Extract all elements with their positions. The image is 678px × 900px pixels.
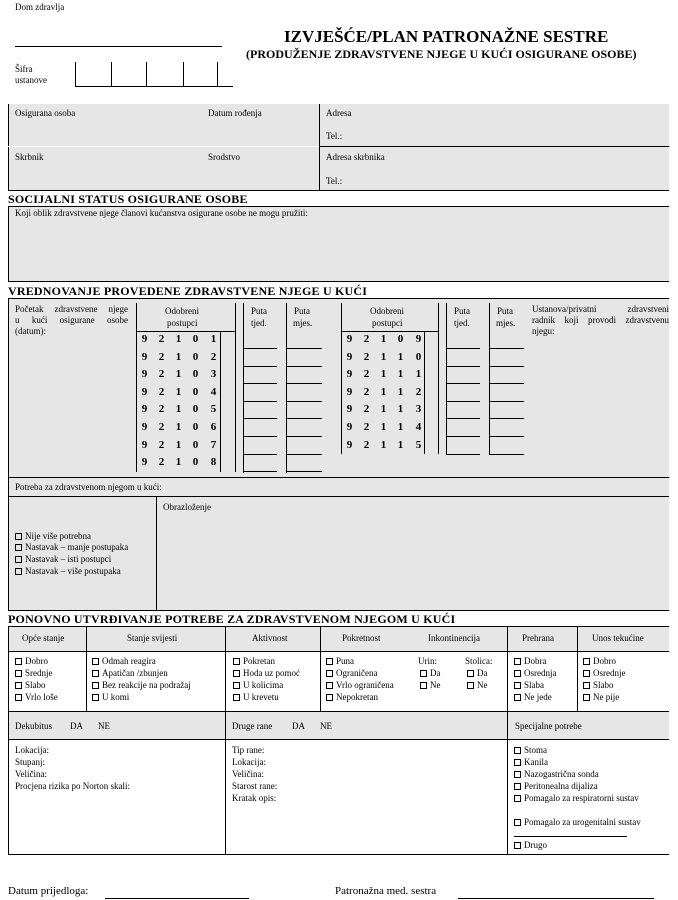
code-digit: 9 [141,368,148,381]
checkbox-icon [514,694,521,701]
code-digit: 9 [346,350,353,363]
code-digit: 0 [397,333,404,345]
opce-option[interactable] [15,680,46,691]
frequency-entry-line[interactable] [287,401,322,402]
checkbox-icon [15,682,22,689]
pocetak-label-3: (datum): [15,326,46,336]
code-digit: 2 [158,421,165,433]
code-digit: 0 [192,421,199,433]
rane-starost: Starost rane: [232,781,278,791]
obrazlozenje-label: Obrazloženje [163,502,211,512]
checkbox-icon [514,670,521,677]
frequency-entry-line[interactable] [243,436,277,437]
code-digit: 2 [363,333,370,345]
social-status-heading: SOCIJALNI STATUS OSIGURANE OSOBE [8,192,248,206]
code-digit: 2 [363,438,370,451]
rane-opis: Kratak opis: [232,793,277,803]
pokretnost-option-label: Ograničena [336,668,378,678]
stolica-label: Stolica: [465,656,493,666]
checkbox-icon [326,694,333,701]
code-digit: 2 [158,385,165,398]
header-opce-stanje: Opće stanje [22,633,65,643]
code-digit: 9 [346,403,353,416]
code-digit: 2 [415,385,422,398]
code-digit: 1 [380,385,387,398]
opce-option-label: Srednje [25,668,53,678]
unos-option[interactable] [583,680,614,691]
code-digit: 9 [141,350,148,363]
dekubitus-da[interactable]: DA [70,721,83,731]
srodstvo-label: Srodstvo [208,152,241,162]
code-digit: 1 [397,403,404,416]
code-digit: 2 [363,421,370,433]
mjes-label-1: mjes. [293,318,313,328]
pokretnost-option-label: Vrlo ograničena [336,680,394,690]
code-digit: 9 [415,333,422,345]
frequency-entry-line[interactable] [287,366,322,367]
code-digit: 0 [192,333,199,345]
opce-option-label: Dobro [25,656,48,666]
code-digit: 2 [158,368,165,381]
form-title: IZVJEŠĆE/PLAN PATRONAŽNE SESTRE [284,27,609,46]
frequency-entry-line[interactable] [446,348,480,349]
code-digit: 5 [210,403,217,416]
checkbox-icon [420,670,427,677]
code-digit: 9 [346,438,353,451]
checkbox-icon [514,759,521,766]
opce-option[interactable] [15,656,48,667]
code-digit: 9 [346,333,353,345]
urin-ne[interactable]: Ne [420,680,441,691]
aktivnost-option[interactable] [233,656,275,667]
code-digit: 6 [210,421,217,433]
sifra-boxes[interactable] [75,62,218,87]
druge-rane-da[interactable]: DA [292,721,305,731]
social-question: Koji oblik zdravstvene njege članovi kućanstva osigurane osobe ne mogu pružiti: [15,208,308,218]
adresa-skrbnika-label: Adresa skrbnika [326,152,385,162]
pokretnost-option[interactable] [326,668,377,679]
frequency-entry-line[interactable] [489,418,524,419]
frequency-entry-line[interactable] [287,454,322,455]
svijest-option-label: Apatičan /zbunjen [102,668,168,678]
dekubitus-ne[interactable]: NE [98,721,110,731]
pocetak-label-1: Početak zdravstvene njege [15,304,128,314]
code-row [136,331,236,348]
frequency-entry-line[interactable] [489,436,524,437]
checkbox-icon [233,658,240,665]
code-digit: 9 [141,421,148,433]
spec-dijaliza[interactable]: Peritonealna dijaliza [514,781,598,792]
frequency-entry-line[interactable] [446,383,480,384]
ustanova-label-3: njegu: [532,326,555,336]
checkbox-icon [420,682,427,689]
code-digit: 5 [415,438,422,451]
skrbnik-label: Skrbnik [15,152,44,162]
potreba-label: Potreba za zdravstvenom njegom u kući: [15,482,162,492]
druge-rane-label: Druge rane [232,721,273,731]
odobreni-label-right: Odobreni [370,306,404,316]
svijest-option[interactable] [92,680,191,691]
spec-drugo[interactable]: Drugo [514,840,547,851]
header-unos-tekucine: Unos tekućine [592,633,644,643]
codes-right-table [341,303,439,455]
checkbox-icon [583,682,590,689]
postupci-label-right: postupci [372,318,403,328]
frequency-entry-line[interactable] [287,418,322,419]
code-digit: 0 [415,350,422,363]
pokretnost-option-label: Puna [336,656,354,666]
option-vise[interactable]: Nastavak – više postupaka [15,566,121,577]
code-digit: 0 [192,438,199,451]
code-digit: 2 [158,333,165,345]
frequency-entry-line[interactable] [287,348,322,349]
prehrana-option[interactable] [514,680,544,691]
datum-rodenja-label: Datum rođenja [208,108,262,118]
aktivnost-option[interactable] [233,668,300,679]
prehrana-option[interactable] [514,656,547,667]
ustanove-label: ustanove [15,75,47,85]
code-digit: 0 [192,350,199,363]
code-digit: 3 [210,368,217,381]
code-digit: 0 [192,385,199,398]
code-digit: 1 [175,350,182,363]
aktivnost-option-label: Hoda uz pomoć [243,668,300,678]
odobreni-label-left: Odobreni [165,306,199,316]
svijest-option-label: U komi [102,692,130,702]
code-digit: 1 [380,438,387,451]
frequency-entry-line[interactable] [446,454,480,455]
mjes-label-2: mjes. [496,318,516,328]
code-digit: 1 [175,438,182,451]
pokretnost-option[interactable] [326,680,394,691]
form-subtitle: (PRODUŽENJE ZDRAVSTVENE NJEGE U KUĆI OSIGURANE OSOBE) [246,47,637,61]
stolica-da[interactable]: Da [467,668,488,679]
option-manje[interactable]: Nastavak – manje postupaka [15,542,128,553]
rane-lokacija: Lokacija: [232,757,266,767]
druge-rane-ne[interactable]: NE [320,721,332,731]
svijest-option[interactable] [92,656,156,667]
option-nije-potrebna[interactable]: Nije više potrebna [15,531,91,542]
frequency-entry-line[interactable] [446,401,480,402]
frequency-entry-line[interactable] [489,366,524,367]
unos-option-label: Ne pije [593,692,620,702]
code-digit: 1 [380,333,387,345]
checkbox-icon [233,682,240,689]
prehrana-option-label: Ne jede [524,692,552,702]
code-digit: 2 [363,403,370,416]
checkbox-icon [233,694,240,701]
obrazlozenje-box[interactable] [157,497,669,610]
aktivnost-option-label: U krevetu [243,692,279,702]
frequency-entry-line[interactable] [243,383,277,384]
svijest-option-label: Odmah reagira [102,656,156,666]
header-aktivnost: Aktivnost [252,633,288,643]
frequency-entry-line[interactable] [489,401,524,402]
checkbox-icon [15,568,22,575]
frequency-entry-line[interactable] [446,418,480,419]
dom-zdravlja-line[interactable] [15,46,222,47]
code-row [136,366,236,383]
code-digit: 9 [346,368,353,381]
code-digit: 2 [363,385,370,398]
frequency-entry-line[interactable] [287,436,322,437]
spec-kanila[interactable]: Kanila [514,757,548,768]
dek-velicina: Veličina: [15,769,47,779]
unos-option[interactable] [583,656,616,667]
checkbox-icon [514,658,521,665]
frequency-entry-line[interactable] [489,348,524,349]
unos-option-label: Slabo [593,680,614,690]
frequency-entry-line[interactable] [489,454,524,455]
frequency-entry-line[interactable] [243,418,277,419]
checkbox-icon [326,658,333,665]
code-digit: 2 [158,438,165,451]
tjed-label-2: tjed. [454,318,470,328]
frequency-entry-line[interactable] [287,383,322,384]
spec-blank-line[interactable] [514,836,627,837]
code-digit: 2 [158,350,165,363]
datum-prijedloga-label: Datum prijedloga: [8,885,89,897]
evaluation-heading: VREDNOVANJE PROVEDENE ZDRAVSTVENE NJEGE U KUĆI [8,284,368,298]
tel-label: Tel.: [326,131,343,141]
opce-option[interactable] [15,668,53,679]
dek-lokacija: Lokacija: [15,745,49,755]
prehrana-option-label: Dobra [524,656,547,666]
checkbox-icon [514,771,521,778]
frequency-entry-line[interactable] [243,454,277,455]
code-row [136,419,236,436]
code-digit: 4 [415,421,422,433]
puta-label-1: Puta [251,306,268,316]
postupci-label-left: postupci [167,318,198,328]
header-inkontinencija: Inkontinencija [428,633,480,643]
spec-respiratorni[interactable]: Pomagalo za respiratorni sustav [514,793,639,804]
code-digit: 9 [346,421,353,433]
checkbox-icon [514,795,521,802]
checkbox-icon [514,747,521,754]
frequency-entry-line[interactable] [489,383,524,384]
code-digit: 1 [175,368,182,381]
checkbox-icon [583,670,590,677]
patronazna-sestra-line[interactable] [458,898,654,899]
opce-option-label: Vrlo loše [25,692,58,702]
code-row [136,437,236,454]
frequency-entry-line[interactable] [243,348,277,349]
unos-option[interactable] [583,692,619,703]
checkbox-icon [467,682,474,689]
checkbox-icon [15,556,22,563]
dek-stupanj: Stupanj: [15,757,46,767]
spec-stoma[interactable]: Stoma [514,745,547,756]
header-stanje-svijesti: Stanje svijesti [127,633,178,643]
ustanova-label-1: Ustanova/privatni zdravstveni [532,304,669,314]
code-digit: 1 [210,333,217,345]
frequency-entry-line[interactable] [446,436,480,437]
checkbox-icon [583,694,590,701]
code-digit: 1 [415,368,422,381]
aktivnost-option[interactable] [233,692,279,703]
dekubitus-label: Dekubitus [15,721,52,731]
osigurana-osoba-label: Osigurana osoba [15,108,76,118]
code-digit: 1 [175,333,182,345]
pokretnost-option-label: Nepokretan [336,692,378,702]
checkbox-icon [92,682,99,689]
urin-label: Urin: [418,656,437,666]
checkbox-icon [92,658,99,665]
tjed-label-1: tjed. [251,318,267,328]
code-digit: 1 [380,368,387,381]
code-digit: 1 [397,350,404,363]
code-digit: 9 [141,438,148,451]
sifra-label: Šifra [15,64,33,74]
reassess-heading: PONOVNO UTVRĐIVANJE POTREBE ZA ZDRAVSTVENOM NJEGOM U KUĆI [8,612,456,626]
pokretnost-option[interactable] [326,656,354,667]
header-pokretnost: Pokretnost [342,633,381,643]
adresa-label: Adresa [326,108,352,118]
code-digit: 7 [210,438,217,451]
prehrana-option-label: Slaba [524,680,544,690]
prehrana-option[interactable] [514,692,552,703]
unos-option-label: Dobro [593,656,616,666]
code-digit: 9 [141,333,148,345]
header-prehrana: Prehrana [522,633,554,643]
ustanova-label-2: radnik koji provodi zdravstvenu [532,315,669,325]
code-digit: 9 [346,385,353,398]
code-digit: 9 [141,456,148,469]
code-digit: 1 [175,456,182,469]
code-row [136,349,236,366]
spec-urogenitalni[interactable]: Pomagalo za urogenitalni sustav [514,817,641,828]
code-digit: 9 [141,385,148,398]
pokretnost-option[interactable] [326,692,378,703]
specijalne-label: Specijalne potrebe [515,721,582,731]
code-row [136,401,236,418]
frequency-entry-line[interactable] [446,366,480,367]
puta-label-4: Puta [497,306,514,316]
dom-zdravlja-label: Dom zdravlja [15,2,65,12]
checkbox-icon [514,783,521,790]
aktivnost-option[interactable] [233,680,283,691]
code-digit: 1 [397,438,404,451]
puta-label-3: Puta [454,306,471,316]
code-row [136,454,236,471]
checkbox-icon [15,658,22,665]
checkbox-icon [233,670,240,677]
code-digit: 3 [415,403,422,416]
code-digit: 2 [363,350,370,363]
checkbox-icon [514,819,521,826]
checkbox-icon [15,694,22,701]
checkbox-icon [326,682,333,689]
unos-option-label: Osrednje [593,668,626,678]
opce-option-label: Slabo [25,680,46,690]
code-digit: 2 [158,456,165,469]
option-isti[interactable]: Nastavak – isti postupci [15,554,111,565]
datum-prijedloga-line[interactable] [105,898,249,899]
code-digit: 0 [192,403,199,416]
checkbox-icon [92,694,99,701]
code-row [136,384,236,401]
checkbox-icon [326,670,333,677]
aktivnost-option-label: U kolicima [243,680,284,690]
prehrana-option-label: Osrednja [524,668,557,678]
code-digit: 1 [380,350,387,363]
checkbox-icon [583,658,590,665]
rane-velicina: Veličina: [232,769,264,779]
code-digit: 2 [363,368,370,381]
frequency-entry-line[interactable] [243,401,277,402]
checkbox-icon [15,533,22,540]
checkbox-icon [467,670,474,677]
checkbox-icon [15,544,22,551]
code-digit: 2 [210,350,217,363]
svijest-option[interactable] [92,692,129,703]
checkbox-icon [92,670,99,677]
frequency-entry-line[interactable] [243,366,277,367]
dek-norton: Procjena rizika po Norton skali: [15,781,130,791]
code-digit: 1 [397,368,404,381]
checkbox-icon [15,670,22,677]
pocetak-label-2: u kući osigurane osobe [15,315,128,325]
svijest-option[interactable] [92,668,168,679]
unos-option[interactable] [583,668,626,679]
aktivnost-option-label: Pokretan [243,656,275,666]
checkbox-icon [514,682,521,689]
code-digit: 1 [397,385,404,398]
puta-label-2: Puta [294,306,311,316]
frequency-entry-line[interactable] [243,471,277,472]
code-digit: 1 [380,403,387,416]
checkbox-icon [514,842,521,849]
code-digit: 8 [210,456,217,469]
code-digit: 1 [175,403,182,416]
spec-sonda[interactable]: Nazogastrična sonda [514,769,599,780]
code-digit: 2 [158,403,165,416]
svijest-option-label: Bez reakcije na podražaj [102,680,191,690]
code-digit: 1 [175,421,182,433]
rane-tip: Tip rane: [232,745,265,755]
code-digit: 0 [192,456,199,469]
code-digit: 1 [175,385,182,398]
tel-skrbnik-label: Tel.: [326,176,343,186]
code-digit: 9 [141,403,148,416]
patronazna-sestra-label: Patronažna med. sestra [335,885,437,897]
stolica-ne[interactable]: Ne [467,680,488,691]
opce-option[interactable] [15,692,58,703]
code-digit: 1 [397,421,404,433]
code-digit: 4 [210,385,217,398]
code-digit: 0 [192,368,199,381]
prehrana-option[interactable] [514,668,557,679]
code-digit: 1 [380,421,387,433]
frequency-entry-line[interactable] [287,471,322,472]
urin-da[interactable]: Da [420,668,441,679]
